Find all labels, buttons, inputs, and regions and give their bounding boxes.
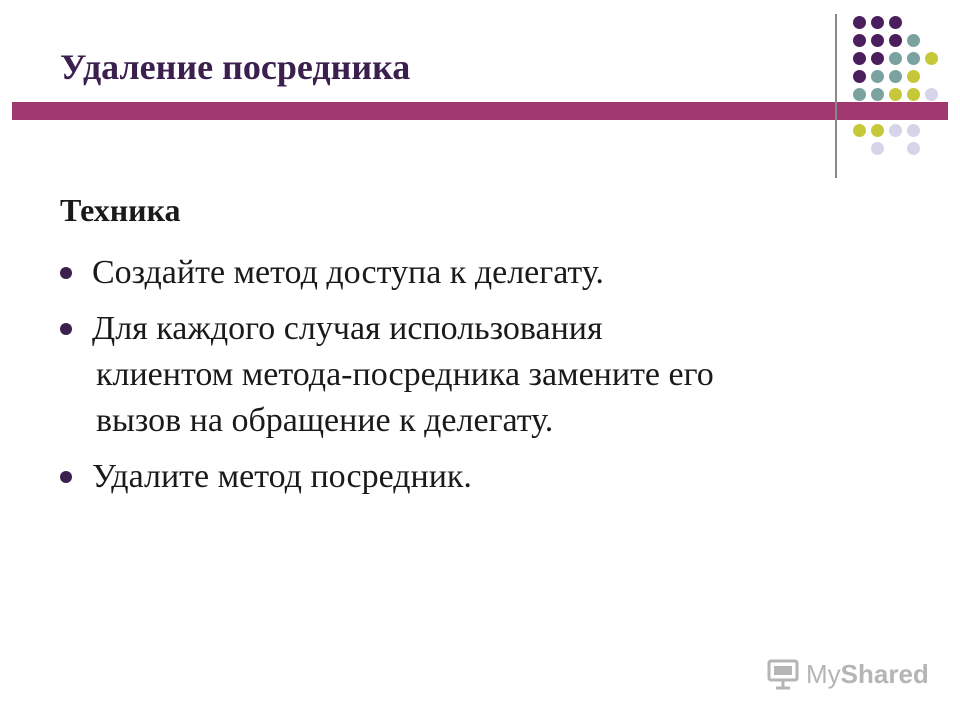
bullet-text: Удалите метод посредник.: [92, 458, 472, 495]
bullet-list: [60, 250, 860, 510]
decor-dot: [907, 88, 920, 101]
bullet-item: [60, 306, 860, 444]
bullet-text: Создайте метод доступа к делегату.: [92, 254, 604, 291]
decor-vertical-line: [835, 14, 837, 178]
bullet-dot-icon: [60, 323, 72, 335]
decor-dot: [853, 70, 866, 83]
decor-dot: [871, 52, 884, 65]
decor-dot: [889, 124, 902, 137]
decor-dot: [889, 70, 902, 83]
decor-dot: [889, 52, 902, 65]
decor-dot: [925, 52, 938, 65]
decor-dot: [871, 88, 884, 101]
decor-dot: [871, 142, 884, 155]
bullet-item: [60, 250, 860, 296]
decor-dot: [871, 34, 884, 47]
decor-dot: [871, 124, 884, 137]
decor-dot: [889, 16, 902, 29]
decor-dot: [925, 88, 938, 101]
bullet-text-continuation: вызов на обращение к делегату.: [96, 402, 554, 439]
decor-dot: [853, 124, 866, 137]
presentation-board-icon: [766, 657, 800, 691]
decor-dot: [907, 52, 920, 65]
bullet-text-continuation: клиентом метода-посредника замените его: [96, 356, 714, 393]
decor-dot: [889, 88, 902, 101]
decor-dot: [853, 52, 866, 65]
watermark-text-suffix: Shared: [840, 658, 929, 689]
watermark-text-prefix: My: [806, 658, 841, 689]
bullet-dot-icon: [60, 267, 72, 279]
slide-title: Удаление посредника: [60, 47, 411, 87]
bullet-text: Для каждого случая использования: [92, 310, 603, 347]
decor-dot: [907, 34, 920, 47]
title-underline-bar: [12, 102, 948, 120]
decor-dot: [871, 70, 884, 83]
bullet-item: [60, 454, 860, 500]
decor-dot: [907, 142, 920, 155]
decor-dot: [853, 16, 866, 29]
section-heading: Техника: [60, 192, 181, 228]
watermark-logo: [766, 654, 929, 694]
watermark-text: [806, 659, 929, 690]
decor-dot: [907, 124, 920, 137]
bullet-dot-icon: [60, 471, 72, 483]
decor-dot: [889, 34, 902, 47]
decor-dot: [853, 34, 866, 47]
decor-dot: [853, 88, 866, 101]
decor-dot: [871, 16, 884, 29]
decor-dot: [907, 70, 920, 83]
